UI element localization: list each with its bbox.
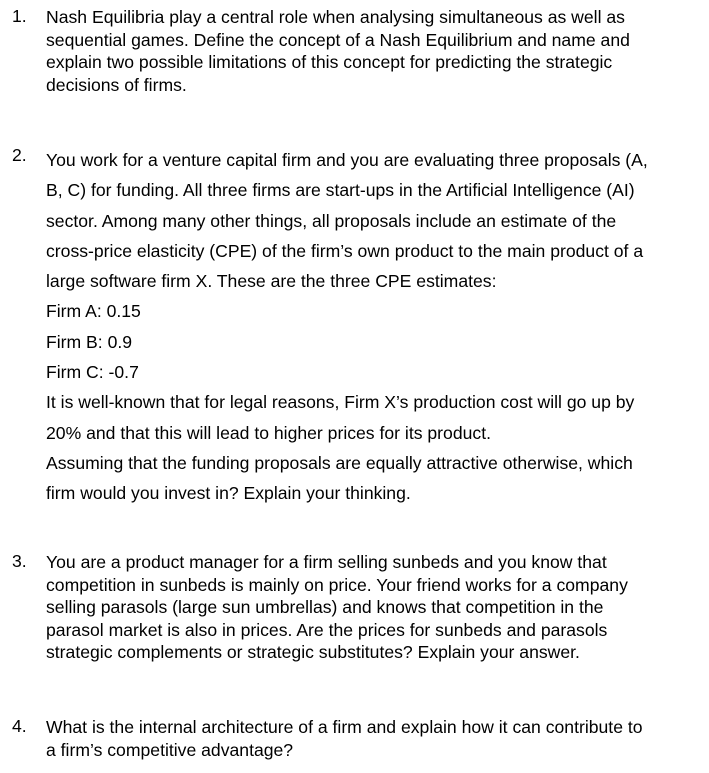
text-line: large software firm X. These are the three CPE estimates: xyxy=(46,271,497,292)
text-line: Nash Equilibria play a central role when analysing simultaneous as well as xyxy=(46,7,625,27)
question-text xyxy=(46,145,701,509)
text-line: 20% and that this will lead to higher prices for its product. xyxy=(46,422,491,443)
text-line: explain two possible limitations of this concept for predicting the strategic xyxy=(46,52,613,72)
text-line: sequential games. Define the concept of a Nash Equilibrium and name and xyxy=(46,29,630,50)
question-number: 1. xyxy=(12,6,27,26)
question-text xyxy=(46,716,701,761)
text-line: decisions of firms. xyxy=(46,74,187,95)
text-line: competition in sunbeds is mainly on price. Your friend works for a company xyxy=(46,574,628,595)
text-line: It is well-known that for legal reasons, Firm X’s production cost will go up by xyxy=(46,392,635,413)
text-line: strategic complements or strategic substitutes? Explain your answer. xyxy=(46,642,580,662)
text-line: selling parasols (large sun umbrellas) and knows that competition in the xyxy=(46,597,604,617)
cpe-estimate-firm-b: Firm B: 0.9 xyxy=(46,331,133,352)
text-line: sector. Among many other things, all proposals include an estimate of the xyxy=(46,210,617,231)
text-line: What is the internal architecture of a firm and explain how it can contribute to xyxy=(46,717,643,737)
text-line: cross-price elasticity (CPE) of the firm’s own product to the main product of a xyxy=(46,240,644,261)
question-number: 3. xyxy=(12,551,27,571)
text-line: You work for a venture capital firm and you are evaluating three proposals (A, xyxy=(46,150,648,170)
text-line: You are a product manager for a firm selling sunbeds and you know that xyxy=(46,552,607,572)
text-line: a firm’s competitive advantage? xyxy=(46,739,294,760)
question-number: 2. xyxy=(12,145,27,165)
cpe-estimate-firm-a: Firm A: 0.15 xyxy=(46,301,141,322)
text-line: parasol market is also in prices. Are the prices for sunbeds and parasols xyxy=(46,619,608,640)
text-line: firm would you invest in? Explain your thinking. xyxy=(46,483,411,504)
text-line: Assuming that the funding proposals are equally attractive otherwise, which xyxy=(46,452,633,473)
cpe-estimate-firm-c: Firm C: -0.7 xyxy=(46,362,139,383)
question-text xyxy=(46,551,701,664)
question-text xyxy=(46,6,701,96)
text-line: B, C) for funding. All three firms are start-ups in the Artificial Intelligence (AI) xyxy=(46,180,635,201)
question-number: 4. xyxy=(12,716,27,736)
